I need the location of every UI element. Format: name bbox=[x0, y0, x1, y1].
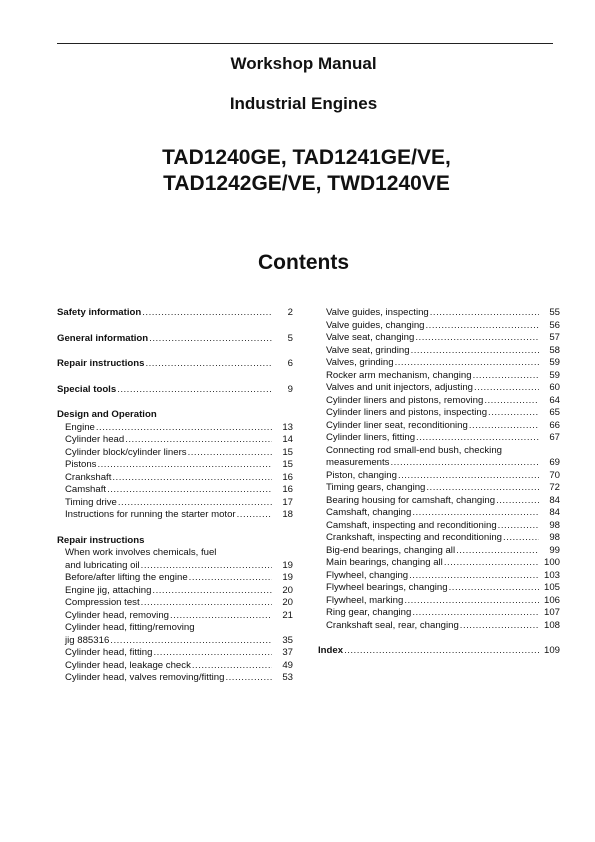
toc-leader bbox=[118, 497, 272, 510]
toc-leader bbox=[390, 457, 539, 470]
toc-leader bbox=[460, 620, 539, 633]
toc-entry-special-tools[interactable] bbox=[57, 384, 293, 397]
toc-page-number: 21 bbox=[282, 609, 293, 621]
toc-entry[interactable] bbox=[65, 459, 293, 472]
toc-entry[interactable] bbox=[326, 557, 560, 570]
toc-page-number: 107 bbox=[543, 607, 560, 618]
toc-leader bbox=[398, 470, 539, 483]
toc-entry-label: Cylinder liner seat, reconditioning bbox=[326, 419, 468, 431]
toc-entry[interactable] bbox=[326, 507, 560, 520]
toc-entry[interactable] bbox=[65, 585, 293, 598]
toc-page-number: 19 bbox=[282, 572, 293, 583]
toc-entry-label: Ring gear, changing bbox=[326, 607, 412, 618]
toc-entry-label: General information bbox=[57, 332, 149, 344]
toc-page-number: 72 bbox=[549, 482, 560, 493]
toc-leader bbox=[456, 545, 539, 558]
toc-entry[interactable] bbox=[326, 420, 560, 433]
toc-leader bbox=[488, 407, 539, 420]
toc-entry-label: Valve guides, inspecting bbox=[326, 307, 429, 318]
toc-entry[interactable] bbox=[65, 597, 293, 610]
toc-leader bbox=[430, 307, 539, 320]
toc-entry[interactable] bbox=[326, 532, 560, 545]
toc-entry[interactable] bbox=[326, 395, 560, 408]
toc-leader bbox=[412, 607, 539, 620]
toc-leader bbox=[237, 509, 272, 522]
toc-page-number: 58 bbox=[549, 344, 560, 356]
toc-entry-general[interactable] bbox=[57, 333, 293, 346]
toc-entry[interactable] bbox=[65, 422, 293, 435]
toc-page-number: 100 bbox=[543, 557, 560, 568]
toc-entry[interactable] bbox=[326, 495, 560, 508]
section-heading-repair: Repair instructions bbox=[57, 534, 145, 546]
toc-leader bbox=[192, 660, 272, 673]
toc-leader bbox=[411, 345, 539, 358]
toc-page-number: 98 bbox=[549, 519, 560, 531]
toc-page-number: 49 bbox=[282, 659, 293, 671]
toc-leader bbox=[117, 384, 272, 397]
toc-entry[interactable] bbox=[326, 545, 560, 558]
toc-entry-label: Crankshaft seal, rear, changing bbox=[326, 619, 459, 631]
toc-page-number: 53 bbox=[282, 672, 293, 683]
toc-entry[interactable] bbox=[326, 457, 560, 470]
toc-entry[interactable] bbox=[326, 470, 560, 483]
toc-leader bbox=[449, 582, 539, 595]
toc-page-number: 2 bbox=[287, 307, 293, 318]
toc-page-number: 5 bbox=[287, 332, 293, 344]
toc-page-number: 64 bbox=[549, 394, 560, 406]
toc-page-number: 67 bbox=[549, 432, 560, 443]
toc-entry[interactable] bbox=[326, 520, 560, 533]
toc-entry-label: Rocker arm mechanism, changing bbox=[326, 369, 472, 381]
toc-entry-label: Valve guides, changing bbox=[326, 319, 425, 331]
toc-entry-label: Cylinder head, valves removing/fitting bbox=[65, 672, 225, 683]
toc-page-number: 17 bbox=[282, 496, 293, 508]
toc-entry-label: measurements bbox=[326, 457, 390, 468]
toc-entry-line: When work involves chemicals, fuel bbox=[65, 547, 217, 558]
toc-entry[interactable] bbox=[326, 607, 560, 620]
toc-leader bbox=[141, 597, 272, 610]
toc-page-number: 59 bbox=[549, 357, 560, 368]
toc-entry[interactable] bbox=[326, 620, 560, 633]
toc-entry-label: Camshaft, changing bbox=[326, 507, 412, 518]
toc-leader bbox=[469, 420, 539, 433]
toc-page-number: 20 bbox=[282, 584, 293, 596]
toc-entry[interactable] bbox=[65, 497, 293, 510]
toc-entry-label: Repair instructions bbox=[57, 358, 145, 369]
toc-page-number: 9 bbox=[287, 383, 293, 395]
toc-entry-label: Valves and unit injectors, adjusting bbox=[326, 382, 474, 393]
toc-leader bbox=[141, 560, 272, 573]
toc-entry-label: Cylinder head, leakage check bbox=[65, 659, 191, 671]
toc-entry-label: Engine jig, attaching bbox=[65, 584, 152, 596]
toc-entry-label: Valve seat, grinding bbox=[326, 344, 410, 356]
toc-page-number: 6 bbox=[287, 358, 293, 369]
toc-entry[interactable] bbox=[65, 484, 293, 497]
toc-entry-label: Index bbox=[318, 645, 344, 656]
toc-entry-label: Before/after lifting the engine bbox=[65, 572, 188, 583]
toc-entry[interactable] bbox=[326, 357, 560, 370]
toc-entry-label: Camshaft bbox=[65, 484, 107, 495]
toc-entry[interactable] bbox=[326, 307, 560, 320]
toc-entry-label: Cylinder liners and pistons, removing bbox=[326, 394, 484, 406]
toc-page-number: 35 bbox=[282, 634, 293, 646]
toc-entry-label: Valves, grinding bbox=[326, 357, 394, 368]
toc-entry-label: Instructions for running the starter motor bbox=[65, 509, 236, 520]
toc-leader bbox=[409, 570, 539, 583]
toc-leader bbox=[112, 472, 272, 485]
toc-entry[interactable] bbox=[326, 370, 560, 383]
toc-leader bbox=[170, 610, 272, 623]
toc-leader bbox=[125, 434, 272, 447]
toc-entry-label: Main bearings, changing all bbox=[326, 557, 443, 568]
toc-entry[interactable] bbox=[326, 432, 560, 445]
toc-page-number: 105 bbox=[543, 582, 560, 593]
toc-entry[interactable] bbox=[65, 509, 293, 522]
toc-page-number: 109 bbox=[543, 645, 560, 656]
toc-leader bbox=[149, 333, 272, 346]
toc-page-number: 16 bbox=[282, 484, 293, 495]
toc-page-number: 37 bbox=[282, 647, 293, 658]
toc-leader bbox=[426, 320, 540, 333]
toc-entry[interactable] bbox=[65, 660, 293, 673]
toc-entry-label: Cylinder head, fitting bbox=[65, 647, 153, 658]
toc-entry-label: Flywheel, marking bbox=[326, 594, 404, 606]
toc-leader bbox=[404, 595, 539, 608]
toc-entry[interactable] bbox=[326, 320, 560, 333]
design-list bbox=[57, 422, 293, 522]
toc-entry[interactable] bbox=[65, 472, 293, 485]
toc-page-number: 18 bbox=[282, 509, 293, 520]
toc-page-number: 57 bbox=[549, 332, 560, 343]
toc-entry[interactable] bbox=[326, 582, 560, 595]
toc-page-number: 56 bbox=[549, 319, 560, 331]
toc-entry[interactable] bbox=[65, 447, 293, 460]
toc-leader bbox=[110, 635, 272, 648]
toc-entry-label: and lubricating oil bbox=[65, 559, 140, 571]
toc-right-column bbox=[318, 307, 560, 658]
toc-page-number: 15 bbox=[282, 459, 293, 470]
toc-leader bbox=[142, 307, 272, 320]
toc-leader bbox=[344, 645, 539, 658]
section-heading-design: Design and Operation bbox=[57, 409, 157, 420]
toc-entry[interactable] bbox=[65, 610, 293, 623]
toc-entry-label: Crankshaft, inspecting and reconditioning bbox=[326, 532, 502, 543]
toc-entry-label: Flywheel, changing bbox=[326, 569, 409, 581]
toc-entry[interactable] bbox=[326, 595, 560, 608]
toc-page-number: 19 bbox=[282, 559, 293, 571]
toc-leader bbox=[152, 585, 272, 598]
toc-entry[interactable] bbox=[65, 572, 293, 585]
toc-entry-label: Valve seat, changing bbox=[326, 332, 415, 343]
toc-entry-line: Connecting rod small-end bush, checking bbox=[326, 444, 502, 456]
top-rule bbox=[57, 43, 553, 44]
toc-entry-label: Bearing housing for camshaft, changing bbox=[326, 494, 496, 506]
toc-entry-label: jig 885316 bbox=[65, 634, 110, 646]
toc-leader bbox=[97, 459, 272, 472]
toc-entry[interactable] bbox=[65, 434, 293, 447]
toc-entry-line: Cylinder head, fitting/removing bbox=[65, 622, 195, 633]
engine-models-line-1: TAD1240GE, TAD1241GE/VE, bbox=[162, 146, 451, 169]
toc-page-number: 108 bbox=[543, 619, 560, 631]
repair-list bbox=[57, 547, 293, 685]
toc-leader bbox=[503, 532, 539, 545]
toc-page-number: 70 bbox=[549, 469, 560, 481]
toc-leader bbox=[484, 395, 539, 408]
toc-page-number: 65 bbox=[549, 407, 560, 418]
toc-entry[interactable] bbox=[65, 672, 293, 685]
toc-left-column bbox=[57, 307, 293, 685]
toc-page-number: 59 bbox=[549, 369, 560, 381]
toc-leader bbox=[416, 432, 539, 445]
toc-leader bbox=[96, 422, 272, 435]
toc-page-number: 14 bbox=[282, 434, 293, 445]
toc-entry-label: Compression test bbox=[65, 597, 140, 608]
toc-entry-label: Cylinder head, removing bbox=[65, 609, 169, 621]
toc-entry-label: Engine bbox=[65, 421, 95, 433]
toc-page-number: 16 bbox=[282, 471, 293, 483]
toc-leader bbox=[474, 382, 539, 395]
toc-page-number: 69 bbox=[549, 457, 560, 468]
toc-page-number: 55 bbox=[549, 307, 560, 318]
toc-entry-label: Timing drive bbox=[65, 496, 117, 508]
toc-page-number: 106 bbox=[543, 594, 560, 606]
toc-entry-label: Safety information bbox=[57, 307, 142, 318]
toc-entry-label: Big-end bearings, changing all bbox=[326, 544, 456, 556]
toc-entry-label: Flywheel bearings, changing bbox=[326, 582, 448, 593]
toc-entry[interactable] bbox=[65, 647, 293, 660]
toc-entry[interactable] bbox=[326, 482, 560, 495]
toc-entry[interactable] bbox=[326, 382, 560, 395]
toc-entry-index[interactable] bbox=[318, 645, 560, 658]
repair-list-continued bbox=[318, 307, 560, 632]
toc-entry-label: Special tools bbox=[57, 383, 117, 395]
toc-entry[interactable] bbox=[65, 560, 293, 573]
toc-leader bbox=[145, 358, 272, 371]
toc-entry-label: Cylinder liners, fitting bbox=[326, 432, 416, 443]
toc-entry-label: Pistons bbox=[65, 459, 97, 470]
toc-leader bbox=[412, 507, 539, 520]
toc-page-number: 20 bbox=[282, 597, 293, 608]
toc-leader bbox=[395, 357, 539, 370]
toc-entry-label: Crankshaft bbox=[65, 471, 112, 483]
engine-models-line-2: TAD1242GE/VE, TWD1240VE bbox=[163, 172, 450, 195]
toc-page-number: 15 bbox=[282, 446, 293, 458]
toc-page-number: 84 bbox=[549, 494, 560, 506]
toc-leader bbox=[473, 370, 539, 383]
toc-entry-repair[interactable] bbox=[57, 358, 293, 371]
toc-leader bbox=[415, 332, 539, 345]
toc-leader bbox=[444, 557, 539, 570]
toc-entry-label: Piston, changing bbox=[326, 469, 397, 481]
toc-entry[interactable] bbox=[326, 332, 560, 345]
toc-entry-label: Camshaft, inspecting and reconditioning bbox=[326, 519, 497, 531]
toc-leader bbox=[188, 447, 272, 460]
toc-leader bbox=[498, 520, 539, 533]
toc-entry[interactable] bbox=[326, 407, 560, 420]
document-subtitle: Industrial Engines bbox=[229, 94, 378, 113]
toc-leader bbox=[225, 672, 272, 685]
toc-page-number: 103 bbox=[543, 569, 560, 581]
document-title: Workshop Manual bbox=[230, 54, 377, 73]
toc-leader bbox=[426, 482, 539, 495]
toc-leader bbox=[153, 647, 272, 660]
toc-page-number: 84 bbox=[549, 507, 560, 518]
toc-leader bbox=[189, 572, 272, 585]
toc-entry-label: Cylinder liners and pistons, inspecting bbox=[326, 407, 488, 418]
toc-entry-label: Timing gears, changing bbox=[326, 482, 426, 493]
toc-leader bbox=[496, 495, 539, 508]
toc-page-number: 60 bbox=[549, 382, 560, 393]
toc-entry-label: Cylinder block/cylinder liners bbox=[65, 446, 187, 458]
toc-entry-label: Cylinder head bbox=[65, 434, 125, 445]
toc-leader bbox=[107, 484, 272, 497]
toc-page-number: 66 bbox=[549, 419, 560, 431]
toc-entry[interactable] bbox=[326, 345, 560, 358]
toc-page-number: 13 bbox=[282, 421, 293, 433]
toc-entry[interactable] bbox=[326, 570, 560, 583]
contents-heading: Contents bbox=[258, 251, 349, 274]
toc-page-number: 98 bbox=[549, 532, 560, 543]
toc-page-number: 99 bbox=[549, 544, 560, 556]
toc-entry-safety[interactable] bbox=[57, 307, 293, 320]
toc-entry[interactable] bbox=[65, 635, 293, 648]
